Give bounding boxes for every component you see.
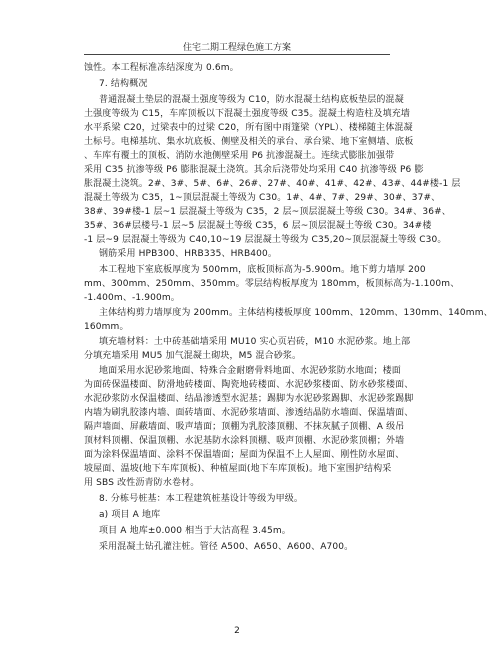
section-heading-structure: 7. 结构概况 <box>99 79 148 89</box>
header-rule <box>84 54 390 55</box>
text-line: 隔声墙面、屏蔽墙面、吸声墙面；顶棚为乳胶漆顶棚、不抹灰腻子顶棚、A 级吊 <box>84 422 405 432</box>
text-line: 坡屋面、温坡(地下车库顶板)、种植屋面(地下车库顶板)。地下室围护结构采 <box>84 464 392 474</box>
text-line: 分填充墙采用 MU5 加气混凝土砌块，M5 混合砂浆。 <box>84 351 302 361</box>
page-header: 住宅二期工程绿色施工方案 <box>182 43 291 53</box>
page-number: 2 <box>234 626 240 636</box>
text-line: 胀混凝土浇筑。2#、3#、5#、6#、26#、27#、40#、41#、42#、43#、44#楼-1 层 <box>84 179 461 189</box>
text-line: 钢筋采用 HPB300、HRB335、HRB400。 <box>99 249 278 259</box>
text-line: 填充墙材料：土中砖基础墙采用 MU10 实心页岩砖，M10 水泥砂浆。地上部 <box>99 337 411 347</box>
text-line: 内墙为刷乳胶漆内墙、面砖墙面、水泥砂浆墙面、渗透结晶防水墙面、保温墙面、 <box>84 408 414 418</box>
text-line: mm、300mm、250mm、350mm。零层结构板厚度为 180mm，板顶标高为-1.100m、 <box>84 279 460 289</box>
text-line: 土标号。电梯基坑、集水坑底板、侧壁及相关的承台、承台梁、地下室侧墙、底板 <box>84 137 414 147</box>
text-line: 、车库有覆土的顶板、消防水池侧壁采用 P6 抗渗混凝土。连续式膨胀加强带 <box>84 151 395 161</box>
text-line: 面为涂料保温墙面、涂料不保温墙面；屋面为保温不上人屋面、刚性防水屋面、 <box>84 450 405 460</box>
text-line: 本工程地下室底板厚度为 500mm，底板顶标高为-5.900m。地下剪力墙厚 200 <box>99 265 426 275</box>
text-line: 土强度等级为 C15，车库顶板以下混凝土强度等级 C35。混凝土构造柱及填充墙 <box>84 109 411 119</box>
text-line: 为面砖保温楼面、防滑地砖楼面、陶瓷地砖楼面、水泥砂浆楼面、防水砂浆楼面、 <box>84 380 414 390</box>
text-line: -1 层~9 层混凝土等级为 C40,10~19 层混凝土等级为 C35,20~顶层混凝土等级 C30。 <box>84 235 447 245</box>
text-line: 混凝土等级为 C35，1~顶层混凝土等级为 C30。1#、4#、7#、29#、30#、37#、 <box>84 193 441 203</box>
text-line: 水泥砂浆防水保温楼面、结晶渗透型水泥基；踢脚为水泥砂浆踢脚、水泥砂浆踢脚 <box>84 394 414 404</box>
section-heading-piles: 8. 分栋号桩基：本工程建筑桩基设计等级为甲级。 <box>99 494 304 504</box>
text-line: 普通混凝土垫层的混凝土强度等级为 C10，防水混凝土结构底板垫层的混凝 <box>99 95 404 105</box>
text-line: 38#、39#楼-1 层~1 层混凝土等级为 C35，2 层~顶层混凝土等级 C30。34#、36#、 <box>84 207 451 217</box>
text-line: 水平系梁 C20，过梁表中的过梁 C20，所有图中雨篷梁（YPL）、楼梯随主体混凝 <box>84 123 413 133</box>
subsection-heading: a) 项目 A 地库 <box>99 510 161 520</box>
text-line: 采用混凝土钻孔灌注桩。管径 A500、A650、A600、A700。 <box>99 542 354 552</box>
text-line: 采用 C35 抗渗等级 P6 膨胀混凝土浇筑。其余后浇带处均采用 C40 抗渗等级 P6 膨 <box>84 165 424 175</box>
text-line: 35#、36#层楼号-1 层~5 层混凝土等级 C35，6 层~顶层混凝土等级 C30。34#楼 <box>84 221 432 231</box>
text-line: 用 SBS 改性沥青防水卷材。 <box>84 478 200 488</box>
text-line: 顶材料顶棚、保温顶棚、水泥基防水涂料顶棚、吸声顶棚、水泥砂浆顶棚；外墙 <box>84 436 405 446</box>
text-line: 项目 A 地库±0.000 相当于大沽高程 3.45m。 <box>99 526 291 536</box>
text-line: 主体结构剪力墙厚度为 200mm。主体结构楼板厚度 100mm、120mm、130mm、140mm、 <box>99 308 493 318</box>
text-line: 蚀性。本工程标准冻结深度为 0.6m。 <box>84 63 239 73</box>
text-line: 160mm。 <box>84 322 129 332</box>
text-line: -1.400m、-1.900m。 <box>84 293 180 303</box>
text-line: 地面采用水泥砂浆地面、特殊合金耐磨骨料地面、水泥砂浆防水地面；楼面 <box>99 366 401 376</box>
